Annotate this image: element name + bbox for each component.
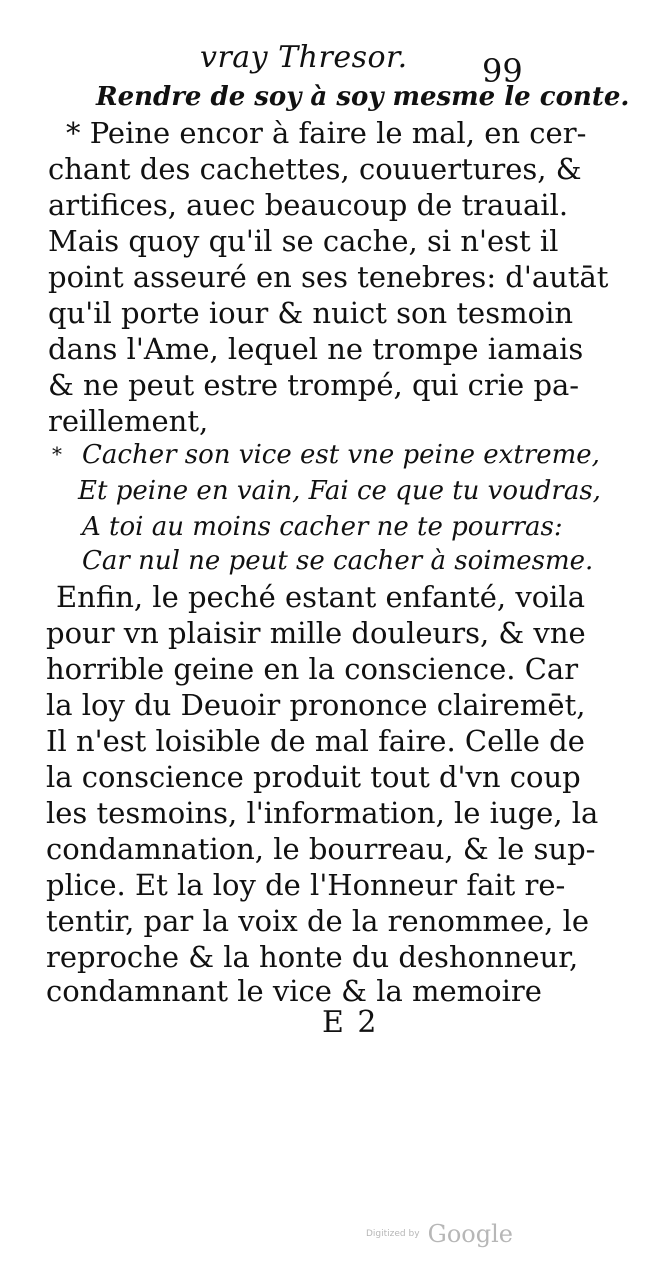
body-line: point asseuré en ses tenebres: d'autāt — [48, 260, 609, 294]
body-line: tentir, par la voix de la renommee, le — [46, 904, 590, 938]
verse-line: Cacher son vice est vne peine extreme, — [82, 440, 600, 470]
watermark-label: Digitized by — [366, 1229, 420, 1239]
body-line: reillement, — [48, 404, 209, 438]
body-line: reproche & la honte du deshonneur, — [46, 940, 579, 974]
verse-line: Car nul ne peut se cacher à soimesme. — [82, 546, 594, 576]
google-logo: Google — [427, 1220, 513, 1248]
body-line: plice. Et la loy de l'Honneur fait re- — [46, 868, 566, 902]
body-line: pour vn plaisir mille douleurs, & vne — [46, 616, 586, 650]
body-line: horrible geine en la conscience. Car — [46, 652, 579, 686]
body-line: * Peine encor à faire le mal, en cer- — [66, 116, 587, 150]
body-line: condamnation, le bourreau, & le sup- — [46, 832, 596, 866]
signature-mark: E 2 — [322, 1005, 379, 1040]
body-line: condamnant le vice & la memoire — [46, 974, 542, 1008]
verse-line: A toi au moins cacher ne te pourras: — [82, 512, 563, 542]
body-line: & ne peut estre trompé, qui crie pa- — [48, 368, 580, 402]
body-line: Il n'est loisible de mal faire. Celle de — [46, 724, 585, 758]
verse-marker: * — [52, 442, 62, 466]
body-line: dans l'Ame, lequel ne trompe iamais — [48, 332, 584, 366]
body-line: Enfin, le peché estant enfanté, voila — [56, 580, 585, 614]
body-line: la conscience produit tout d'vn coup — [46, 760, 581, 794]
body-line: chant des cachettes, couuertures, & — [48, 152, 582, 186]
body-line: la loy du Deuoir prononce clairemēt, — [46, 688, 586, 722]
digitized-watermark — [366, 1220, 513, 1248]
body-line: qu'il porte iour & nuict son tesmoin — [48, 296, 574, 330]
page-subtitle: Rendre de soy à soy mesme le conte. — [96, 82, 630, 112]
verse-line: Et peine en vain, Fai ce que tu voudras, — [78, 476, 601, 506]
body-line: Mais quoy qu'il se cache, si n'est il — [48, 224, 559, 258]
body-line: artifices, auec beaucoup de trauail. — [48, 188, 569, 222]
body-line: les tesmoins, l'information, le iuge, la — [46, 796, 599, 830]
running-head: vray Thresor. — [200, 40, 408, 75]
page-number: 99 — [482, 52, 523, 90]
